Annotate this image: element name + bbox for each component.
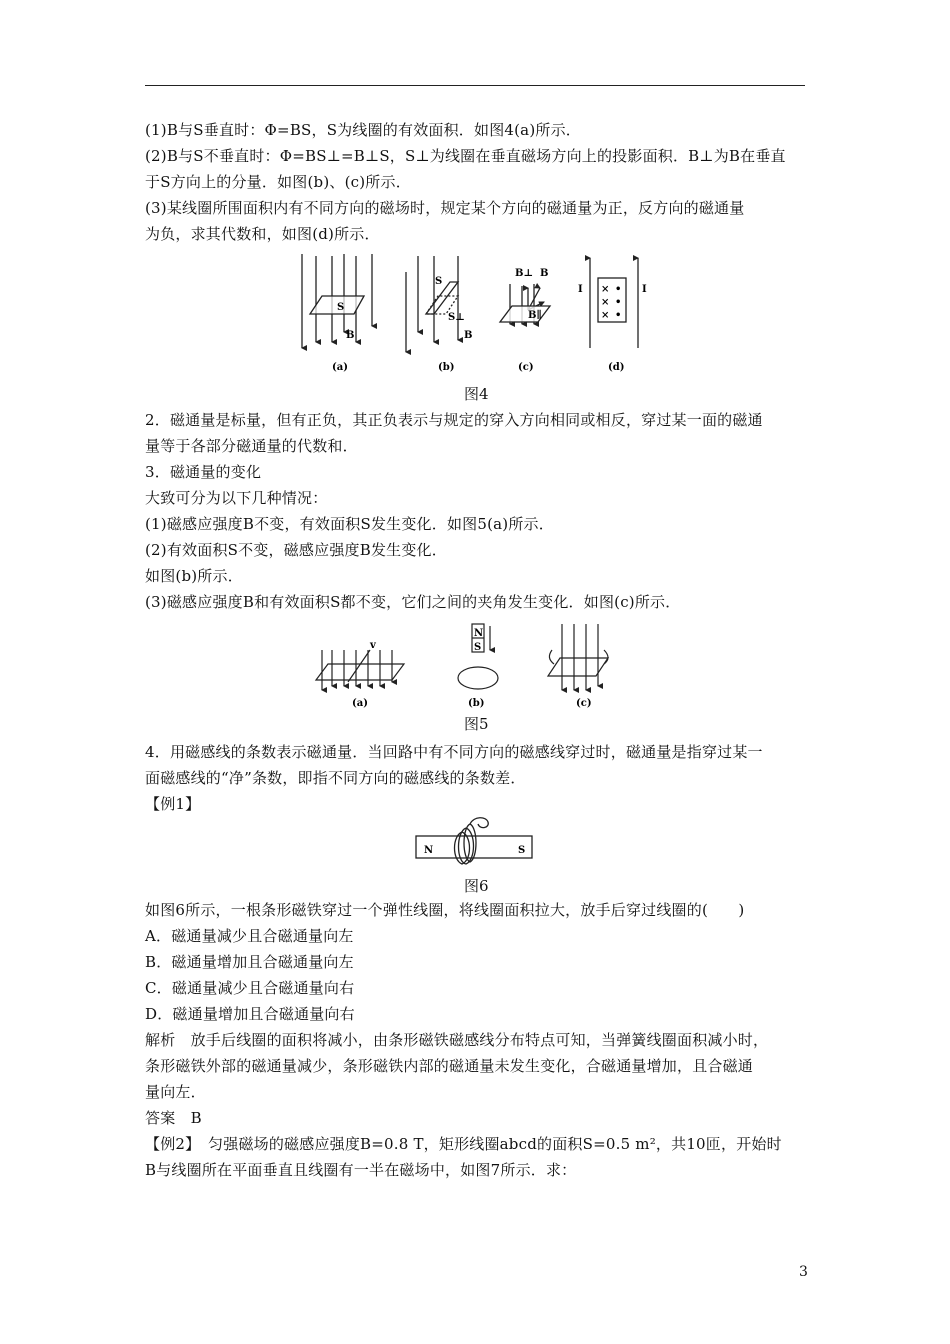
fig4b-diagram xyxy=(406,256,458,352)
fig4c-label-Bperp: B⊥ xyxy=(515,268,534,279)
fig4c-diagram xyxy=(500,284,550,324)
fig5c-diagram xyxy=(548,624,608,690)
option-c: C．磁通量减少且合磁通量向右 xyxy=(145,979,355,997)
fig5-caption-c: (c) xyxy=(576,698,592,709)
figure-4 xyxy=(288,252,648,376)
fig5-caption-a: (a) xyxy=(352,698,368,709)
option-a: A．磁通量减少且合磁通量向左 xyxy=(145,927,354,945)
example-2-line: 【例2】 匀强磁场的磁感应强度B=0.8 T，矩形线圈abcd的面积S=0.5 m²，共10匝，开始时 xyxy=(145,1135,782,1153)
fig5a-label-v: v xyxy=(370,640,376,651)
solution-line: 条形磁铁外部的磁通量减少，条形磁铁内部的磁通量未发生变化，合磁通量增加，且合磁通 xyxy=(145,1057,754,1075)
fig4c-label-B: B xyxy=(540,268,549,279)
option-b: B．磁通量增加且合磁通量向左 xyxy=(145,953,354,971)
text-line: 4．用磁感线的条数表示磁通量．当回路中有不同方向的磁感线穿过时，磁通量是指穿过某一 xyxy=(145,743,763,761)
text-line: 量等于各部分磁通量的代数和． xyxy=(145,437,358,455)
text-line: 如图(b)所示． xyxy=(145,567,243,585)
text-line: (2)B与S不垂直时：Φ=BS⊥=B⊥S，S⊥为线圈在垂直磁场方向上的投影面积．B⊥为B在垂直 xyxy=(145,147,786,165)
fig6-label-N: N xyxy=(424,845,434,856)
fig4b-label-B: B xyxy=(464,330,473,341)
text-line: (3)磁感应强度B和有效面积S都不变，它们之间的夹角发生变化．如图(c)所示． xyxy=(145,593,681,611)
answer-line: 答案 B xyxy=(145,1109,202,1127)
fig4b-label-Sperp: S⊥ xyxy=(448,312,465,323)
fig4d-dot: • xyxy=(615,297,622,308)
fig5-caption-b: (b) xyxy=(468,698,485,709)
fig6-label-S: S xyxy=(518,845,526,856)
text-line: 大致可分为以下几种情况： xyxy=(145,489,328,507)
header-rule xyxy=(145,85,805,86)
fig4d-dot: • xyxy=(615,284,622,295)
solution-line: 量向左． xyxy=(145,1083,206,1101)
text-line: (3)某线圈所围面积内有不同方向的磁场时，规定某个方向的磁通量为正，反方向的磁通量 xyxy=(145,199,745,217)
question-text: 如图6所示，一根条形磁铁穿过一个弹性线圈，将线圈面积拉大，放手后穿过线圈的( ) xyxy=(145,901,745,919)
fig5b-label-N: N xyxy=(474,628,484,639)
example-1-heading: 【例1】 xyxy=(145,795,201,813)
figure-6 xyxy=(414,814,536,866)
fig4-caption-d: (d) xyxy=(608,362,625,373)
page-number: 3 xyxy=(799,1264,808,1280)
fig5a-diagram xyxy=(316,650,404,690)
fig4c-label-Bpar: B∥ xyxy=(528,310,542,321)
fig4-caption-c: (c) xyxy=(518,362,534,373)
fig4d-label-I-right: I xyxy=(642,284,647,295)
text-line: 面磁感线的“净”条数，即指不同方向的磁感线的条数差． xyxy=(145,769,526,787)
figure-5 xyxy=(314,620,614,712)
text-line: 为负，求其代数和，如图(d)所示． xyxy=(145,225,380,243)
fig4d-diagram xyxy=(590,258,638,348)
option-d: D．磁通量增加且合磁通量向右 xyxy=(145,1005,355,1023)
figure-6-caption: 图6 xyxy=(464,877,489,895)
text-line: 于S方向上的分量．如图(b)、(c)所示． xyxy=(145,173,411,191)
text-line: (2)有效面积S不变，磁感应强度B发生变化． xyxy=(145,541,447,559)
text-line: 3．磁通量的变化 xyxy=(145,463,262,481)
fig4d-label-I-left: I xyxy=(578,284,583,295)
fig6-magnet xyxy=(416,818,532,864)
fig4d-dot: • xyxy=(615,310,622,321)
fig4b-label-S: S xyxy=(435,276,443,287)
fig5b-label-S: S xyxy=(474,642,482,653)
fig4-caption-b: (b) xyxy=(438,362,455,373)
text-line: (1)磁感应强度B不变，有效面积S发生变化．如图5(a)所示． xyxy=(145,515,554,533)
fig4-caption-a: (a) xyxy=(332,362,348,373)
fig4d-cross: × xyxy=(601,297,610,308)
example-2-line: B与线圈所在平面垂直且线圈有一半在磁场中，如图7所示．求： xyxy=(145,1161,577,1179)
fig4a-label-S: S xyxy=(337,302,345,313)
fig4a-label-B: B xyxy=(346,330,355,341)
figure-4-caption: 图4 xyxy=(464,385,489,403)
fig4a-diagram xyxy=(302,254,372,348)
fig4d-cross: × xyxy=(601,310,610,321)
fig4d-cross: × xyxy=(601,284,610,295)
solution-line: 解析 放手后线圈的面积将减小，由条形磁铁磁感线分布特点可知，当弹簧线圈面积减小时， xyxy=(145,1031,769,1049)
figure-5-caption: 图5 xyxy=(464,715,489,733)
text-line: 2．磁通量是标量，但有正负，其正负表示与规定的穿入方向相同或相反，穿过某一面的磁通 xyxy=(145,411,763,429)
text-line: (1)B与S垂直时：Φ=BS，S为线圈的有效面积．如图4(a)所示． xyxy=(145,121,581,139)
